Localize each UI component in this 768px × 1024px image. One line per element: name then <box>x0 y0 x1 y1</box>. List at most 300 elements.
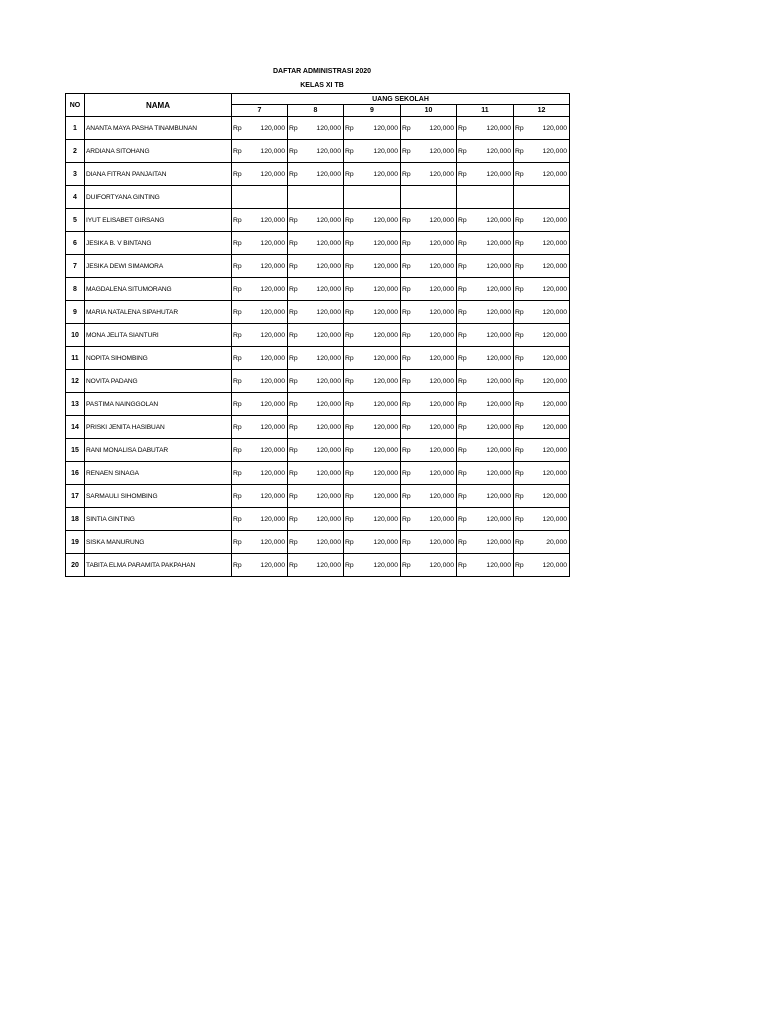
currency-label: Rp <box>458 308 467 316</box>
payment-amount: 120,000 <box>429 170 454 178</box>
payment-cell <box>288 416 344 439</box>
payment-amount: 120,000 <box>542 377 568 385</box>
currency-label: Rp <box>458 331 467 339</box>
payment-amount: 120,000 <box>542 423 568 431</box>
payment-amount: 120,000 <box>486 262 511 270</box>
currency-label: Rp <box>233 561 242 569</box>
currency-label: Rp <box>233 216 242 224</box>
payment-cell <box>232 485 288 508</box>
payment-amount: 120,000 <box>486 216 511 224</box>
payment-cell <box>457 485 514 508</box>
payment-amount: 120,000 <box>429 124 454 132</box>
payment-amount: 120,000 <box>373 377 398 385</box>
payment-amount: 120,000 <box>260 400 285 408</box>
currency-label: Rp <box>233 423 242 431</box>
currency-label: Rp <box>402 285 411 293</box>
table-row <box>66 186 570 209</box>
payment-amount: 120,000 <box>429 561 454 569</box>
table-row <box>66 462 570 485</box>
currency-label: Rp <box>515 216 524 224</box>
payment-amount: 120,000 <box>542 492 568 500</box>
payment-cell <box>344 301 401 324</box>
payment-amount: 120,000 <box>373 354 398 362</box>
currency-label: Rp <box>289 308 298 316</box>
currency-label: Rp <box>515 561 524 569</box>
payment-amount: 120,000 <box>486 515 511 523</box>
payment-amount: 120,000 <box>429 285 454 293</box>
currency-label: Rp <box>515 492 524 500</box>
currency-label: Rp <box>458 147 467 155</box>
header-month-10: 10 <box>401 105 457 117</box>
row-number: 8 <box>66 278 85 301</box>
currency-label: Rp <box>345 423 354 431</box>
currency-label: Rp <box>402 469 411 477</box>
currency-label: Rp <box>515 515 524 523</box>
payment-cell <box>288 370 344 393</box>
payment-cell <box>401 140 457 163</box>
student-name: NOPITA SIHOMBING <box>85 347 232 370</box>
payment-cell <box>514 393 570 416</box>
payment-cell <box>401 508 457 531</box>
payment-cell <box>457 186 514 209</box>
payment-amount: 120,000 <box>260 170 285 178</box>
currency-label: Rp <box>289 331 298 339</box>
currency-label: Rp <box>345 538 354 546</box>
student-name: JESIKA DEWI SIMAMORA <box>85 255 232 278</box>
payment-cell <box>514 278 570 301</box>
table-row <box>66 439 570 462</box>
currency-label: Rp <box>402 377 411 385</box>
currency-label: Rp <box>345 170 354 178</box>
currency-label: Rp <box>289 469 298 477</box>
payment-cell <box>232 209 288 232</box>
payment-amount: 120,000 <box>486 423 511 431</box>
currency-label: Rp <box>402 216 411 224</box>
payment-cell <box>401 186 457 209</box>
currency-label: Rp <box>289 446 298 454</box>
currency-label: Rp <box>233 469 242 477</box>
payment-cell <box>288 324 344 347</box>
payment-amount: 120,000 <box>373 331 398 339</box>
currency-label: Rp <box>345 469 354 477</box>
payment-cell <box>344 531 401 554</box>
currency-label: Rp <box>345 262 354 270</box>
payment-amount: 120,000 <box>542 561 568 569</box>
payment-amount: 120,000 <box>542 354 568 362</box>
currency-label: Rp <box>289 538 298 546</box>
payment-cell <box>401 462 457 485</box>
payment-cell <box>457 508 514 531</box>
payment-cell <box>344 508 401 531</box>
payment-cell <box>232 347 288 370</box>
payment-amount: 120,000 <box>260 285 285 293</box>
payment-amount: 120,000 <box>429 354 454 362</box>
payment-cell <box>514 324 570 347</box>
currency-label: Rp <box>402 423 411 431</box>
row-number: 19 <box>66 531 85 554</box>
table-row <box>66 140 570 163</box>
currency-label: Rp <box>289 492 298 500</box>
administration-table <box>65 93 570 577</box>
student-name: RENAEN SINAGA <box>85 462 232 485</box>
payment-cell <box>288 140 344 163</box>
row-number: 6 <box>66 232 85 255</box>
payment-amount: 120,000 <box>373 469 398 477</box>
payment-cell <box>232 393 288 416</box>
payment-cell <box>288 163 344 186</box>
payment-cell <box>457 140 514 163</box>
currency-label: Rp <box>402 538 411 546</box>
payment-amount: 120,000 <box>260 561 285 569</box>
payment-amount: 120,000 <box>316 170 341 178</box>
payment-amount: 120,000 <box>542 170 568 178</box>
payment-cell <box>288 278 344 301</box>
payment-cell <box>457 462 514 485</box>
payment-cell <box>401 324 457 347</box>
currency-label: Rp <box>233 354 242 362</box>
currency-label: Rp <box>458 262 467 270</box>
payment-cell <box>232 301 288 324</box>
payment-cell <box>288 393 344 416</box>
payment-amount: 120,000 <box>260 216 285 224</box>
payment-cell <box>514 186 570 209</box>
payment-cell <box>401 117 457 140</box>
payment-amount: 120,000 <box>373 446 398 454</box>
currency-label: Rp <box>289 124 298 132</box>
payment-amount: 120,000 <box>486 561 511 569</box>
payment-amount: 120,000 <box>429 262 454 270</box>
currency-label: Rp <box>402 170 411 178</box>
payment-amount: 120,000 <box>373 400 398 408</box>
payment-amount: 120,000 <box>260 262 285 270</box>
payment-cell <box>232 140 288 163</box>
currency-label: Rp <box>289 377 298 385</box>
row-number: 16 <box>66 462 85 485</box>
payment-amount: 120,000 <box>373 308 398 316</box>
table-row <box>66 393 570 416</box>
payment-amount: 120,000 <box>260 308 285 316</box>
payment-cell <box>457 531 514 554</box>
payment-cell <box>232 416 288 439</box>
payment-cell <box>457 416 514 439</box>
currency-label: Rp <box>515 239 524 247</box>
payment-cell <box>344 485 401 508</box>
payment-cell <box>401 393 457 416</box>
currency-label: Rp <box>233 492 242 500</box>
currency-label: Rp <box>458 446 467 454</box>
currency-label: Rp <box>345 124 354 132</box>
payment-amount: 120,000 <box>316 147 341 155</box>
payment-cell <box>288 439 344 462</box>
payment-amount: 120,000 <box>373 216 398 224</box>
payment-cell <box>457 370 514 393</box>
payment-amount: 120,000 <box>373 538 398 546</box>
payment-amount: 120,000 <box>486 147 511 155</box>
table-row <box>66 232 570 255</box>
payment-cell <box>232 163 288 186</box>
payment-amount: 120,000 <box>316 262 341 270</box>
payment-amount: 120,000 <box>260 354 285 362</box>
payment-amount: 120,000 <box>486 354 511 362</box>
table-row <box>66 347 570 370</box>
payment-cell <box>457 163 514 186</box>
payment-amount: 120,000 <box>373 147 398 155</box>
currency-label: Rp <box>458 124 467 132</box>
currency-label: Rp <box>458 538 467 546</box>
payment-amount: 120,000 <box>486 308 511 316</box>
payment-amount: 120,000 <box>429 492 454 500</box>
row-number: 11 <box>66 347 85 370</box>
currency-label: Rp <box>233 239 242 247</box>
payment-cell <box>232 508 288 531</box>
payment-cell <box>457 117 514 140</box>
payment-amount: 120,000 <box>429 308 454 316</box>
payment-cell <box>344 117 401 140</box>
currency-label: Rp <box>402 400 411 408</box>
payment-amount: 120,000 <box>542 331 568 339</box>
payment-cell <box>344 186 401 209</box>
student-name: JESIKA B. V BINTANG <box>85 232 232 255</box>
payment-cell <box>401 163 457 186</box>
payment-cell <box>457 278 514 301</box>
currency-label: Rp <box>233 515 242 523</box>
currency-label: Rp <box>515 262 524 270</box>
payment-cell <box>232 324 288 347</box>
payment-cell <box>457 324 514 347</box>
currency-label: Rp <box>458 239 467 247</box>
currency-label: Rp <box>289 285 298 293</box>
currency-label: Rp <box>289 262 298 270</box>
currency-label: Rp <box>515 377 524 385</box>
currency-label: Rp <box>289 239 298 247</box>
payment-amount: 120,000 <box>486 469 511 477</box>
currency-label: Rp <box>515 538 524 546</box>
row-number: 15 <box>66 439 85 462</box>
payment-cell <box>232 531 288 554</box>
payment-amount: 120,000 <box>486 239 511 247</box>
payment-amount: 120,000 <box>316 492 341 500</box>
currency-label: Rp <box>345 308 354 316</box>
currency-label: Rp <box>402 147 411 155</box>
payment-cell <box>457 301 514 324</box>
payment-amount: 120,000 <box>542 515 568 523</box>
currency-label: Rp <box>458 423 467 431</box>
payment-cell <box>232 255 288 278</box>
payment-cell <box>288 117 344 140</box>
payment-amount: 120,000 <box>542 262 568 270</box>
currency-label: Rp <box>402 354 411 362</box>
header-no: NO <box>66 94 85 117</box>
student-name: MARIA NATALENA SIPAHUTAR <box>85 301 232 324</box>
payment-amount: 120,000 <box>542 446 568 454</box>
payment-cell <box>514 232 570 255</box>
currency-label: Rp <box>345 446 354 454</box>
payment-amount: 20,000 <box>546 538 568 546</box>
payment-amount: 120,000 <box>542 400 568 408</box>
payment-cell <box>514 163 570 186</box>
payment-amount: 120,000 <box>542 285 568 293</box>
currency-label: Rp <box>515 285 524 293</box>
payment-amount: 120,000 <box>260 469 285 477</box>
currency-label: Rp <box>289 216 298 224</box>
payment-cell <box>514 439 570 462</box>
payment-cell <box>344 554 401 577</box>
header-month-11: 11 <box>457 105 514 117</box>
payment-amount: 120,000 <box>429 400 454 408</box>
row-number: 20 <box>66 554 85 577</box>
payment-cell <box>232 278 288 301</box>
table-row <box>66 117 570 140</box>
header-month-9: 9 <box>344 105 401 117</box>
payment-cell <box>457 393 514 416</box>
row-number: 7 <box>66 255 85 278</box>
payment-amount: 120,000 <box>373 423 398 431</box>
currency-label: Rp <box>515 423 524 431</box>
currency-label: Rp <box>345 492 354 500</box>
payment-cell <box>288 508 344 531</box>
student-name: PRISKI JENITA HASIBUAN <box>85 416 232 439</box>
student-name: SARMAULI SIHOMBING <box>85 485 232 508</box>
class-subtitle: KELAS XI TB <box>300 82 344 89</box>
payment-cell <box>232 439 288 462</box>
payment-cell <box>514 508 570 531</box>
row-number: 14 <box>66 416 85 439</box>
document-title: DAFTAR ADMINISTRASI 2020 <box>272 68 371 75</box>
student-name: NOVITA PADANG <box>85 370 232 393</box>
payment-amount: 120,000 <box>542 124 568 132</box>
student-name: ANANTA MAYA PASHA TINAMBUNAN <box>85 117 232 140</box>
table-row <box>66 485 570 508</box>
payment-amount: 120,000 <box>316 515 341 523</box>
currency-label: Rp <box>458 492 467 500</box>
payment-amount: 120,000 <box>260 515 285 523</box>
currency-label: Rp <box>458 377 467 385</box>
payment-cell <box>232 554 288 577</box>
payment-amount: 120,000 <box>429 538 454 546</box>
payment-cell <box>288 255 344 278</box>
currency-label: Rp <box>345 515 354 523</box>
student-name: TABITA ELMA PARAMITA PAKPAHAN <box>85 554 232 577</box>
payment-amount: 120,000 <box>373 170 398 178</box>
currency-label: Rp <box>402 331 411 339</box>
payment-amount: 120,000 <box>486 538 511 546</box>
payment-amount: 120,000 <box>542 469 568 477</box>
currency-label: Rp <box>233 308 242 316</box>
payment-amount: 120,000 <box>260 538 285 546</box>
payment-amount: 120,000 <box>542 216 568 224</box>
payment-amount: 120,000 <box>429 515 454 523</box>
currency-label: Rp <box>345 400 354 408</box>
currency-label: Rp <box>289 354 298 362</box>
currency-label: Rp <box>402 561 411 569</box>
payment-cell <box>288 554 344 577</box>
payment-cell <box>457 232 514 255</box>
row-number: 5 <box>66 209 85 232</box>
currency-label: Rp <box>233 446 242 454</box>
currency-label: Rp <box>515 147 524 155</box>
payment-amount: 120,000 <box>429 469 454 477</box>
payment-amount: 120,000 <box>373 262 398 270</box>
payment-cell <box>401 255 457 278</box>
currency-label: Rp <box>515 124 524 132</box>
payment-cell <box>344 209 401 232</box>
payment-amount: 120,000 <box>316 423 341 431</box>
payment-amount: 120,000 <box>542 239 568 247</box>
student-name: SISKA MANURUNG <box>85 531 232 554</box>
student-name: PASTIMA NAINGGOLAN <box>85 393 232 416</box>
currency-label: Rp <box>233 331 242 339</box>
payment-cell <box>344 370 401 393</box>
table-row <box>66 416 570 439</box>
payment-amount: 120,000 <box>260 331 285 339</box>
payment-cell <box>232 117 288 140</box>
payment-cell <box>457 439 514 462</box>
currency-label: Rp <box>515 354 524 362</box>
currency-label: Rp <box>345 561 354 569</box>
payment-amount: 120,000 <box>260 446 285 454</box>
payment-amount: 120,000 <box>373 515 398 523</box>
header-uang-sekolah: UANG SEKOLAH <box>232 94 570 105</box>
student-name: SINTIA GINTING <box>85 508 232 531</box>
payment-amount: 120,000 <box>316 331 341 339</box>
payment-cell <box>288 186 344 209</box>
payment-cell <box>401 301 457 324</box>
payment-amount: 120,000 <box>542 308 568 316</box>
currency-label: Rp <box>233 147 242 155</box>
payment-amount: 120,000 <box>373 492 398 500</box>
payment-amount: 120,000 <box>429 423 454 431</box>
payment-amount: 120,000 <box>260 423 285 431</box>
row-number: 13 <box>66 393 85 416</box>
row-number: 9 <box>66 301 85 324</box>
payment-cell <box>514 347 570 370</box>
payment-amount: 120,000 <box>486 331 511 339</box>
payment-cell <box>514 140 570 163</box>
payment-cell <box>344 439 401 462</box>
row-number: 4 <box>66 186 85 209</box>
payment-amount: 120,000 <box>316 308 341 316</box>
payment-amount: 120,000 <box>486 446 511 454</box>
header-nama: NAMA <box>85 94 232 117</box>
payment-cell <box>232 186 288 209</box>
payment-cell <box>514 255 570 278</box>
currency-label: Rp <box>233 262 242 270</box>
table-row <box>66 531 570 554</box>
header-month-8: 8 <box>288 105 344 117</box>
payment-cell <box>401 347 457 370</box>
payment-cell <box>401 416 457 439</box>
currency-label: Rp <box>345 216 354 224</box>
currency-label: Rp <box>289 423 298 431</box>
payment-cell <box>514 301 570 324</box>
student-name: DUIFORTYANA GINTING <box>85 186 232 209</box>
currency-label: Rp <box>515 331 524 339</box>
currency-label: Rp <box>458 170 467 178</box>
payment-cell <box>232 462 288 485</box>
payment-amount: 120,000 <box>486 377 511 385</box>
payment-amount: 120,000 <box>316 561 341 569</box>
currency-label: Rp <box>289 515 298 523</box>
table-row <box>66 278 570 301</box>
payment-amount: 120,000 <box>486 124 511 132</box>
payment-amount: 120,000 <box>429 147 454 155</box>
currency-label: Rp <box>458 354 467 362</box>
student-name: DIANA FITRAN PANJAITAN <box>85 163 232 186</box>
payment-cell <box>401 554 457 577</box>
currency-label: Rp <box>345 354 354 362</box>
payment-amount: 120,000 <box>316 239 341 247</box>
payment-cell <box>288 485 344 508</box>
